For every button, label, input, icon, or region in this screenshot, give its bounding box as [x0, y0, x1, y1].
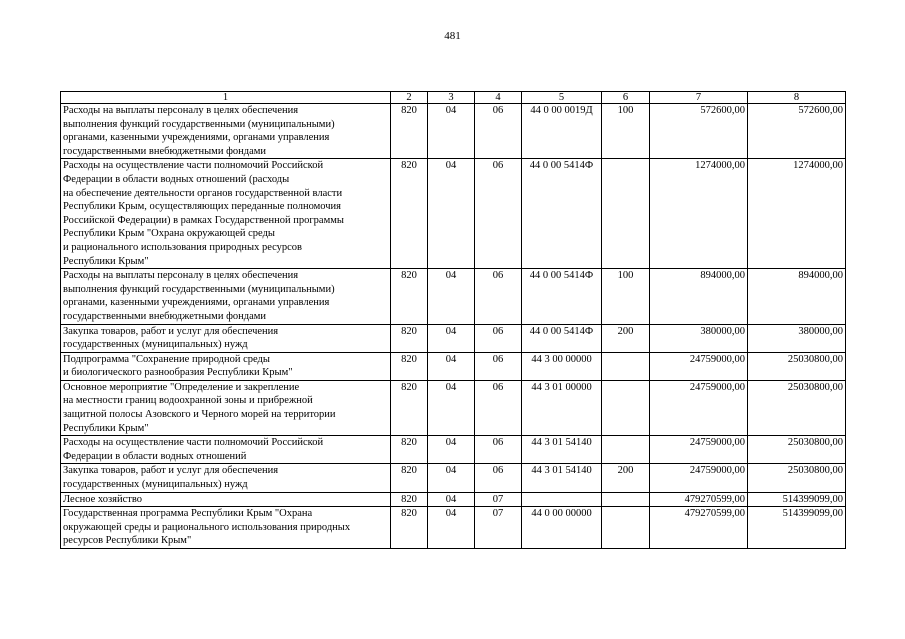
target-article-cell: 44 0 00 5414Ф	[522, 324, 602, 352]
section-code-cell: 04	[428, 324, 475, 352]
expense-name-line: на обеспечение деятельности органов государственной власти	[63, 187, 343, 199]
table-row	[61, 269, 846, 324]
expense-name-line: Республики Крым, осуществляющих переданные полномочия	[63, 201, 341, 213]
expense-type-cell	[602, 352, 650, 380]
amount-year-2-cell: 514399099,00	[748, 507, 846, 549]
expense-name-cell	[61, 324, 391, 352]
table-row	[61, 159, 846, 269]
expense-type-cell	[602, 380, 650, 435]
ministry-code-cell: 820	[391, 104, 428, 159]
table-row	[61, 352, 846, 380]
expense-name-line: Закупка товаров, работ и услуг для обеспечения	[63, 325, 279, 337]
subsection-code-cell: 06	[475, 464, 522, 492]
expense-name-line: Основное мероприятие "Определение и закрепление	[63, 381, 300, 393]
table-header-row	[61, 92, 846, 104]
amount-year-1-cell: 894000,00	[650, 269, 748, 324]
expense-name-line: Республики Крым"	[63, 255, 149, 267]
header-cell-8: 8	[748, 92, 846, 104]
table-row	[61, 324, 846, 352]
expense-name-line: и биологического разнообразия Республики Крым"	[63, 367, 293, 379]
amount-year-1-cell: 1274000,00	[650, 159, 748, 269]
expense-name-cell	[61, 436, 391, 464]
expense-name-line: Российской Федерации) в рамках Государственной программы	[63, 214, 344, 226]
expense-name-line: защитной полосы Азовского и Черного морей на территории	[63, 409, 336, 421]
expense-type-cell: 100	[602, 104, 650, 159]
header-cell-1: 1	[61, 92, 391, 104]
expense-name-line: Республики Крым "Охрана окружающей среды	[63, 228, 275, 240]
expense-name-line: государственными внебюджетными фондами	[63, 310, 267, 322]
expense-name-line: государственными внебюджетными фондами	[63, 145, 267, 157]
expense-name-cell	[61, 464, 391, 492]
expense-name-line: Расходы на выплаты персоналу в целях обеспечения	[63, 105, 299, 116]
amount-year-2-cell: 25030800,00	[748, 436, 846, 464]
expense-name-line: государственных (муниципальных) нужд	[63, 339, 248, 351]
section-code-cell: 04	[428, 507, 475, 549]
amount-year-1-cell: 380000,00	[650, 324, 748, 352]
table-row	[61, 492, 846, 507]
expense-name-cell	[61, 269, 391, 324]
amount-year-1-cell: 479270599,00	[650, 507, 748, 549]
amount-year-2-cell: 572600,00	[748, 104, 846, 159]
section-code-cell: 04	[428, 104, 475, 159]
page-number: 481	[444, 30, 461, 42]
expense-name-line: Республики Крым"	[63, 422, 149, 434]
expense-name-line: Закупка товаров, работ и услуг для обеспечения	[63, 465, 279, 477]
expense-name-cell	[61, 159, 391, 269]
expense-name-line: Расходы на осуществление части полномочий Российской	[63, 160, 324, 172]
ministry-code-cell: 820	[391, 492, 428, 507]
target-article-cell: 44 0 00 0019Д	[522, 104, 602, 159]
section-code-cell: 04	[428, 269, 475, 324]
ministry-code-cell: 820	[391, 159, 428, 269]
expense-name-line: на местности границ водоохранной зоны и прибрежной	[63, 395, 313, 407]
expense-name-line: органами, казенными учреждениями, органами управления	[63, 132, 330, 144]
target-article-cell: 44 0 00 00000	[522, 507, 602, 549]
expense-name-line: Лесное хозяйство	[63, 493, 142, 505]
amount-year-1-cell: 24759000,00	[650, 464, 748, 492]
subsection-code-cell: 06	[475, 436, 522, 464]
ministry-code-cell: 820	[391, 436, 428, 464]
amount-year-1-cell: 24759000,00	[650, 352, 748, 380]
ministry-code-cell: 820	[391, 464, 428, 492]
target-article-cell: 44 0 00 5414Ф	[522, 159, 602, 269]
expense-type-cell	[602, 492, 650, 507]
amount-year-2-cell: 1274000,00	[748, 159, 846, 269]
expense-type-cell: 200	[602, 464, 650, 492]
budget-table	[60, 91, 846, 549]
expense-name-line: ресурсов Республики Крым"	[63, 535, 192, 547]
expense-name-cell	[61, 352, 391, 380]
subsection-code-cell: 06	[475, 324, 522, 352]
ministry-code-cell: 820	[391, 352, 428, 380]
expense-name-line: органами, казенными учреждениями, органами управления	[63, 297, 330, 309]
table-body	[61, 104, 846, 549]
expense-type-cell	[602, 436, 650, 464]
expense-name-line: Расходы на осуществление части полномочий Российской	[63, 437, 324, 449]
header-cell-3: 3	[428, 92, 475, 104]
table-row	[61, 507, 846, 549]
table-row	[61, 104, 846, 159]
expense-name-line: выполнения функций государственными (муниципальными)	[63, 118, 335, 130]
expense-name-cell	[61, 380, 391, 435]
section-code-cell: 04	[428, 159, 475, 269]
subsection-code-cell: 06	[475, 269, 522, 324]
target-article-cell: 44 3 01 54140	[522, 464, 602, 492]
subsection-code-cell: 07	[475, 507, 522, 549]
ministry-code-cell: 820	[391, 324, 428, 352]
subsection-code-cell: 06	[475, 352, 522, 380]
table-row	[61, 436, 846, 464]
subsection-code-cell: 07	[475, 492, 522, 507]
expense-name-cell	[61, 104, 391, 159]
expense-name-line: Подпрограмма "Сохранение природной среды	[63, 353, 270, 365]
subsection-code-cell: 06	[475, 380, 522, 435]
header-cell-2: 2	[391, 92, 428, 104]
amount-year-2-cell: 25030800,00	[748, 380, 846, 435]
target-article-cell: 44 3 01 00000	[522, 380, 602, 435]
expense-type-cell: 100	[602, 269, 650, 324]
expense-type-cell	[602, 159, 650, 269]
amount-year-2-cell: 25030800,00	[748, 464, 846, 492]
expense-name-line: Федерации в области водных отношений (расходы	[63, 173, 290, 185]
subsection-code-cell: 06	[475, 159, 522, 269]
expense-name-line: и рационального использования природных ресурсов	[63, 241, 303, 253]
header-cell-6: 6	[602, 92, 650, 104]
amount-year-1-cell: 24759000,00	[650, 436, 748, 464]
ministry-code-cell: 820	[391, 507, 428, 549]
table-row	[61, 464, 846, 492]
header-cell-4: 4	[475, 92, 522, 104]
expense-type-cell: 200	[602, 324, 650, 352]
target-article-cell: 44 3 01 54140	[522, 436, 602, 464]
expense-name-line: Федерации в области водных отношений	[63, 450, 247, 462]
amount-year-1-cell: 24759000,00	[650, 380, 748, 435]
section-code-cell: 04	[428, 492, 475, 507]
header-cell-5: 5	[522, 92, 602, 104]
amount-year-2-cell: 894000,00	[748, 269, 846, 324]
expense-name-line: окружающей среды и рационального использования природных	[63, 521, 351, 533]
expense-name-line: Расходы на выплаты персоналу в целях обеспечения	[63, 270, 299, 282]
section-code-cell: 04	[428, 464, 475, 492]
ministry-code-cell: 820	[391, 269, 428, 324]
expense-name-line: Государственная программа Республики Крым "Охрана	[63, 508, 313, 520]
section-code-cell: 04	[428, 436, 475, 464]
expense-name-cell	[61, 507, 391, 549]
amount-year-1-cell: 572600,00	[650, 104, 748, 159]
ministry-code-cell: 820	[391, 380, 428, 435]
amount-year-2-cell: 514399099,00	[748, 492, 846, 507]
target-article-cell: 44 3 00 00000	[522, 352, 602, 380]
target-article-cell: 44 0 00 5414Ф	[522, 269, 602, 324]
section-code-cell: 04	[428, 352, 475, 380]
amount-year-2-cell: 25030800,00	[748, 352, 846, 380]
subsection-code-cell: 06	[475, 104, 522, 159]
section-code-cell: 04	[428, 380, 475, 435]
header-cell-7: 7	[650, 92, 748, 104]
amount-year-1-cell: 479270599,00	[650, 492, 748, 507]
amount-year-2-cell: 380000,00	[748, 324, 846, 352]
target-article-cell	[522, 492, 602, 507]
expense-name-cell	[61, 492, 391, 507]
expense-name-line: выполнения функций государственными (муниципальными)	[63, 283, 335, 295]
expense-name-line: государственных (муниципальных) нужд	[63, 479, 248, 491]
expense-type-cell	[602, 507, 650, 549]
table-row	[61, 380, 846, 435]
